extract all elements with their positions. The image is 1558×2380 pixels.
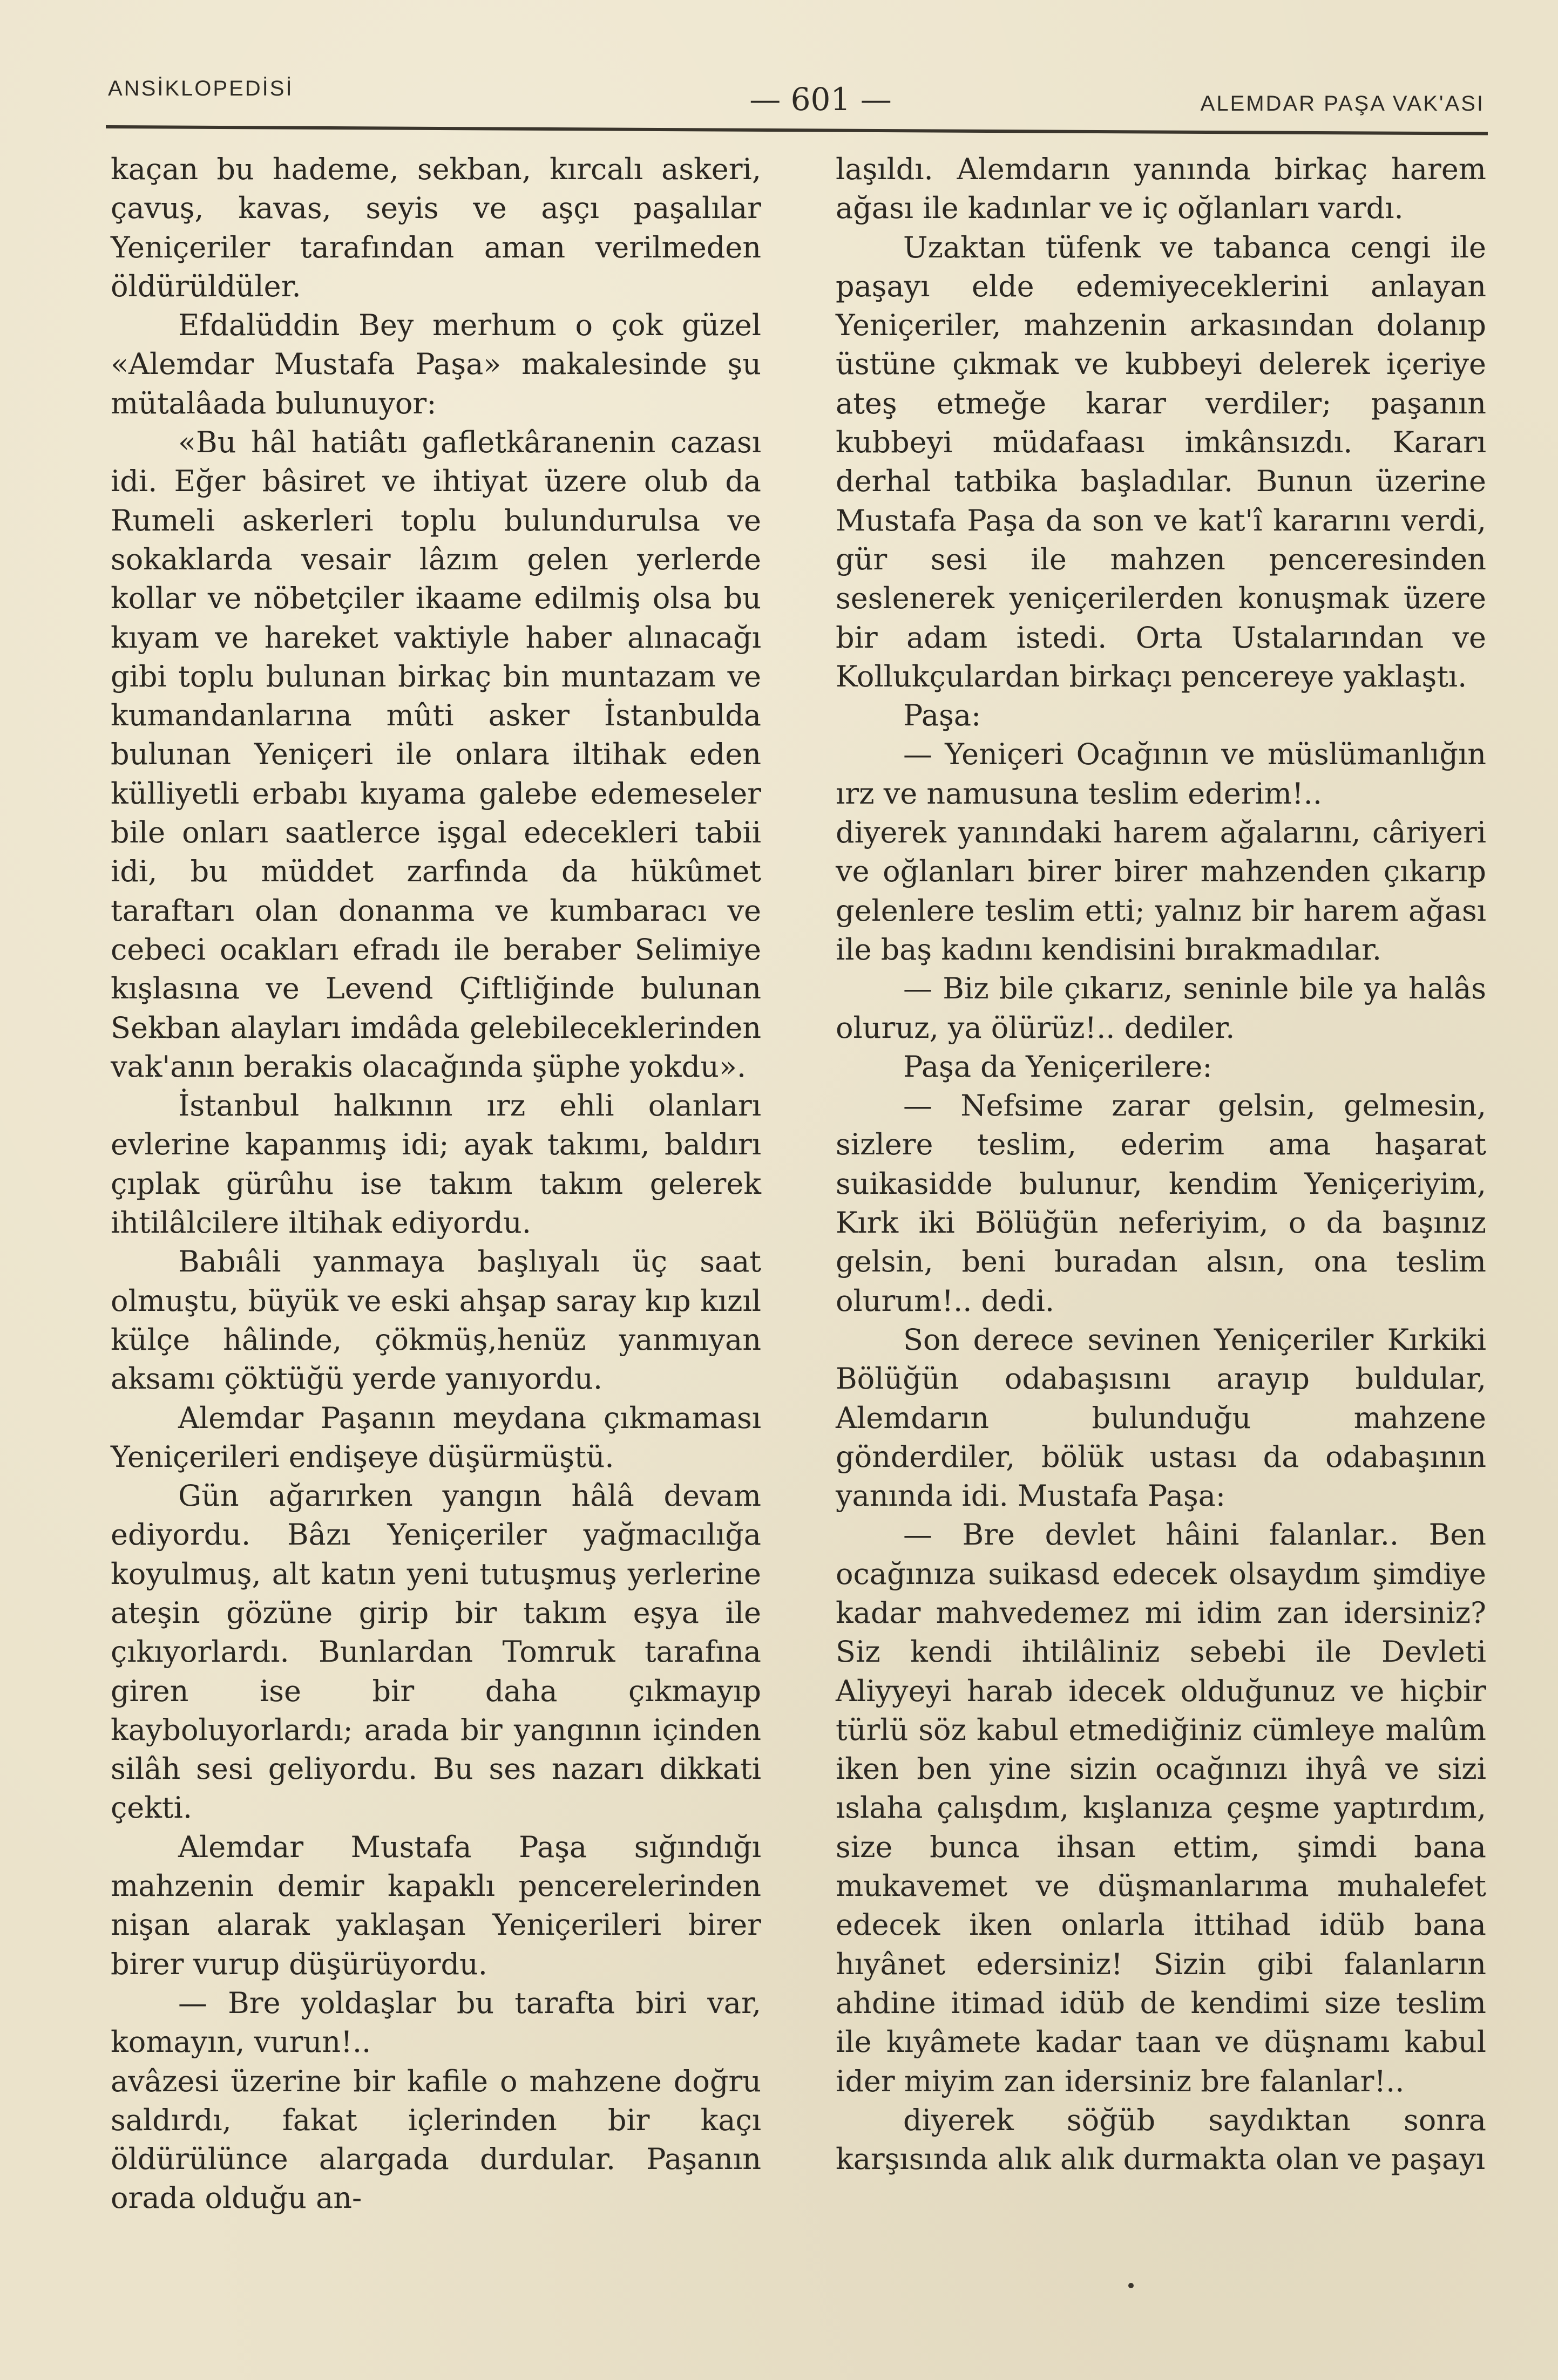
paragraph: diyerek yanındaki harem ağalarını, câriyeri ve oğlanları birer birer mahzenden çıkarıp gelenlere teslim etti; yalnız bir harem ağası ile baş kadını kendisini bırakmadılar. [836, 815, 1486, 967]
paragraph: Paşa da Yeniçerilere: [903, 1049, 1212, 1084]
paragraph: Alemdar Mustafa Paşa sığındığı mahzenin demir kapaklı pencerelerinden nişan alarak yaklaşan Yeniçerileri birer birer vurup düşürüyordu. [111, 1830, 761, 1981]
paragraph: — Biz bile çıkarız, seninle bile ya halâs oluruz, ya ölürüz!.. dediler. [836, 971, 1486, 1045]
page-header [108, 70, 1485, 130]
paragraph: Efdalüddin Bey merhum o çok güzel «Alemdar Mustafa Paşa» makalesinde şu mütalâada bulunuyor: [111, 308, 761, 420]
paragraph: laşıldı. Alemdarın yanında birkaç harem ağası ile kadınlar ve iç oğlanları vardı. [836, 152, 1486, 226]
page-number: — 601 — [749, 81, 892, 118]
header-article-title: ALEMDAR PAŞA VAK'ASI [1200, 92, 1485, 115]
paragraph: İstanbul halkının ırz ehli olanları evlerine kapanmış idi; ayak takımı, baldırı çıplak gürûhu ise takım takım gelerek ihtilâlcilere iltihak ediyordu. [111, 1089, 761, 1240]
left-column [111, 150, 761, 2218]
paragraph: avâzesi üzerine bir kafile o mahzene doğru saldırdı, fakat içlerinden bir kaçı öldürülünce alargada durdular. Paşanın orada olduğu an- [111, 2064, 761, 2215]
paragraph: Paşa: [903, 698, 981, 733]
paragraph: diyerek söğüb saydıktan sonra karşısında alık alık durmakta olan ve paşayı [836, 2103, 1486, 2177]
paragraph: Babıâli yanmaya başlıyalı üç saat olmuştu, büyük ve eski ahşap saray kıp kızıl külçe hâlinde, çökmüş,henüz yanmıyan aksamı çöktüğü yerde yanıyordu. [111, 1245, 761, 1396]
paragraph: Uzaktan tüfenk ve tabanca cengi ile paşayı elde edemiyeceklerini anlayan Yeniçeriler, mahzenin arkasından dolanıp üstüne çıkmak ve kubbeyi delerek içeriye ateş etmeğe karar verdiler; paşanın kubbeyi müdafaası imkânsızdı. Kararı derhal tatbika başladılar. Bunun üzerine Mustafa Paşa da son ve kat'î kararını verdi, gür sesi ile mahzen penceresinden seslenerek yeniçerilerden konuşmak üzere bir adam istedi. Orta Ustalarından ve Kollukçulardan birkaçı pencereye yaklaştı. [836, 230, 1486, 693]
paragraph: «Bu hâl hatiâtı gafletkâranenin cazası idi. Eğer bâsiret ve ihtiyat üzere olub da Rumeli askerleri toplu bulundurulsa ve sokaklarda vesair lâzım gelen yerlerde kollar ve nöbetçiler ikaame edilmiş olsa bu kıyam ve hareket vaktiyle haber alınacağı gibi toplu bulunan birkaç bin muntazam ve kumandanlarına mûti asker İstanbulda bulunan Yeniçeri ile onlara iltihak eden külliyetli erbabı kıyama galebe edemeseler bile onları saatlerce işgal edecekleri tabii idi, bu müddet zarfında da hükûmet taraftarı olan donanma ve kumbaracı ve cebeci ocakları efradı ile beraber Selimiye kışlasına ve Levend Çiftliğinde bulunan Sekban alayları imdâda gelebileceklerinden vak'anın berakis olacağında şüphe yokdu». [111, 425, 761, 1084]
right-column [836, 150, 1486, 2179]
paragraph: kaçan bu hademe, sekban, kırcalı askeri, çavuş, kavas, seyis ve aşçı paşalılar Yeniçeriler tarafından aman verilmeden öldürüldüler. [111, 152, 761, 303]
ink-speck [1128, 2283, 1134, 2288]
paragraph: Gün ağarırken yangın hâlâ devam ediyordu. Bâzı Yeniçeriler yağmacılığa koyulmuş, alt katın yeni tutuşmuş yerlerine ateşin gözüne girip bir takım eşya ile çıkıyorlardı. Bunlardan Tomruk tarafına giren ise bir daha çıkmayıp kayboluyorlardı; arada bir yangının içinden silâh sesi geliyordu. Bu ses nazarı dikkati çekti. [111, 1479, 761, 1825]
paragraph: — Yeniçeri Ocağının ve müslümanlığın ırz ve namusuna teslim ederim!.. [836, 737, 1486, 811]
paragraph: Alemdar Paşanın meydana çıkmaması Yeniçerileri endişeye düşürmüştü. [111, 1400, 761, 1474]
paragraph: — Nefsime zarar gelsin, gelmesin, sizlere teslim, ederim ama haşarat suikasidde bulunur, kendim Yeniçeriyim, Kırk iki Bölüğün neferiyim, o da başınız gelsin, beni buradan alsın, ona teslim olurum!.. dedi. [836, 1089, 1486, 1318]
paragraph: — Bre devlet hâini falanlar.. Ben ocağınıza suikasd edecek olsaydım şimdiye kadar mahvedemez mi idim zan idersiniz? Siz kendi ihtilâliniz sebebi ile Devleti Aliyyeyi harab idecek olduğunuz ve hiçbir türlü söz kabul etmediğiniz cümleye malûm iken ben yine sizin ocağınızı ihyâ ve sizi ıslaha çalışdım, kışlanıza çeşme yaptırdım, size bunca ihsan ettim, şimdi bana mukavemet ve düşmanlarıma muhalefet edecek iken onlarla ittihad idüb bana hıyânet edersiniz! Sizin gibi falanların ahdine itimad idüb de kendimi size teslim ile kıyâmete kadar taan ve düşnamı kabul ider miyim zan idersiniz bre falanlar!.. [836, 1518, 1486, 2098]
header-encyclopedia-title: ANSİKLOPEDİSİ [108, 77, 294, 100]
paragraph: — Bre yoldaşlar bu tarafta biri var, komayın, vurun!.. [111, 1985, 761, 2059]
paragraph: Son derece sevinen Yeniçeriler Kırkiki Bölüğün odabaşısını arayıp buldular, Alemdarın bulunduğu mahzene gönderdiler, bölük ustası da odabaşının yanında idi. Mustafa Paşa: [836, 1322, 1486, 1513]
